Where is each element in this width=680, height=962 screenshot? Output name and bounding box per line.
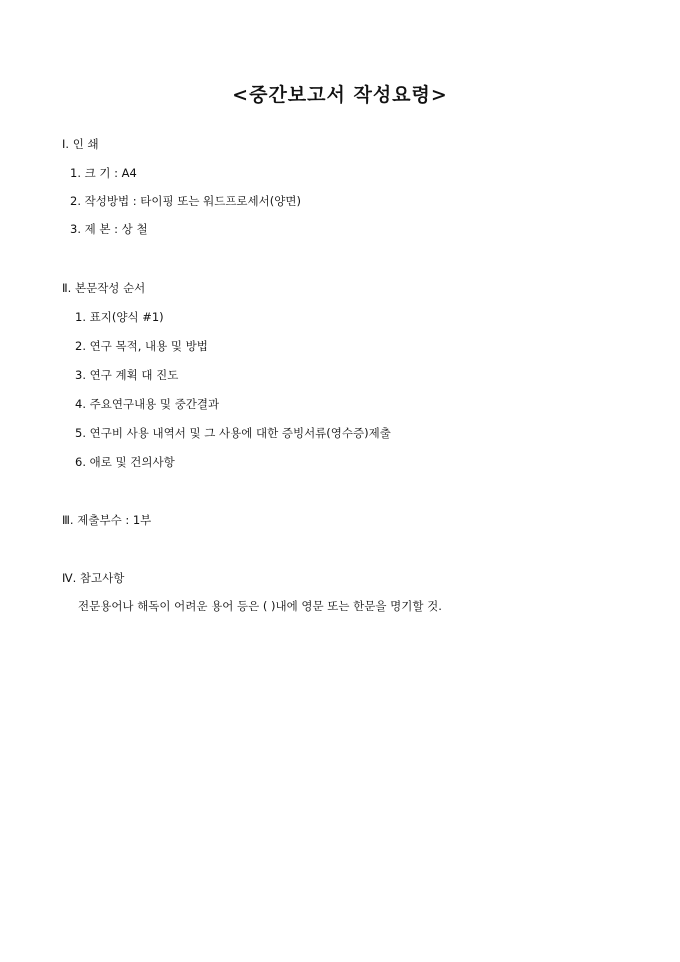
section-heading-notes: Ⅳ. 참고사항 bbox=[62, 571, 125, 585]
printing-item-binding: 3. 제 본 : 상 철 bbox=[70, 222, 148, 236]
page-title: <중간보고서 작성요령> bbox=[232, 84, 448, 106]
section-heading-printing: Ⅰ. 인 쇄 bbox=[62, 137, 99, 151]
body-order-item-purpose: 2. 연구 목적, 내용 및 방법 bbox=[75, 339, 208, 353]
notes-text: 전문용어나 해독이 어려운 용어 등은 ( )내에 영문 또는 한문을 명기할 것. bbox=[78, 599, 442, 613]
printing-item-method: 2. 작성방법 : 타이핑 또는 워드프로세서(양면) bbox=[70, 194, 301, 208]
printing-item-size: 1. 크 기 : A4 bbox=[70, 166, 137, 180]
body-order-item-suggestions: 6. 애로 및 건의사항 bbox=[75, 455, 175, 469]
body-order-item-expenses: 5. 연구비 사용 내역서 및 그 사용에 대한 증빙서류(영수증)제출 bbox=[75, 426, 391, 440]
section-heading-body-order: Ⅱ. 본문작성 순서 bbox=[62, 281, 146, 295]
body-order-item-cover: 1. 표지(양식 #1) bbox=[75, 310, 164, 324]
body-order-item-results: 4. 주요연구내용 및 중간결과 bbox=[75, 397, 220, 411]
body-order-item-progress: 3. 연구 계획 대 진도 bbox=[75, 368, 179, 382]
section-heading-copies: Ⅲ. 제출부수 : 1부 bbox=[62, 513, 152, 527]
